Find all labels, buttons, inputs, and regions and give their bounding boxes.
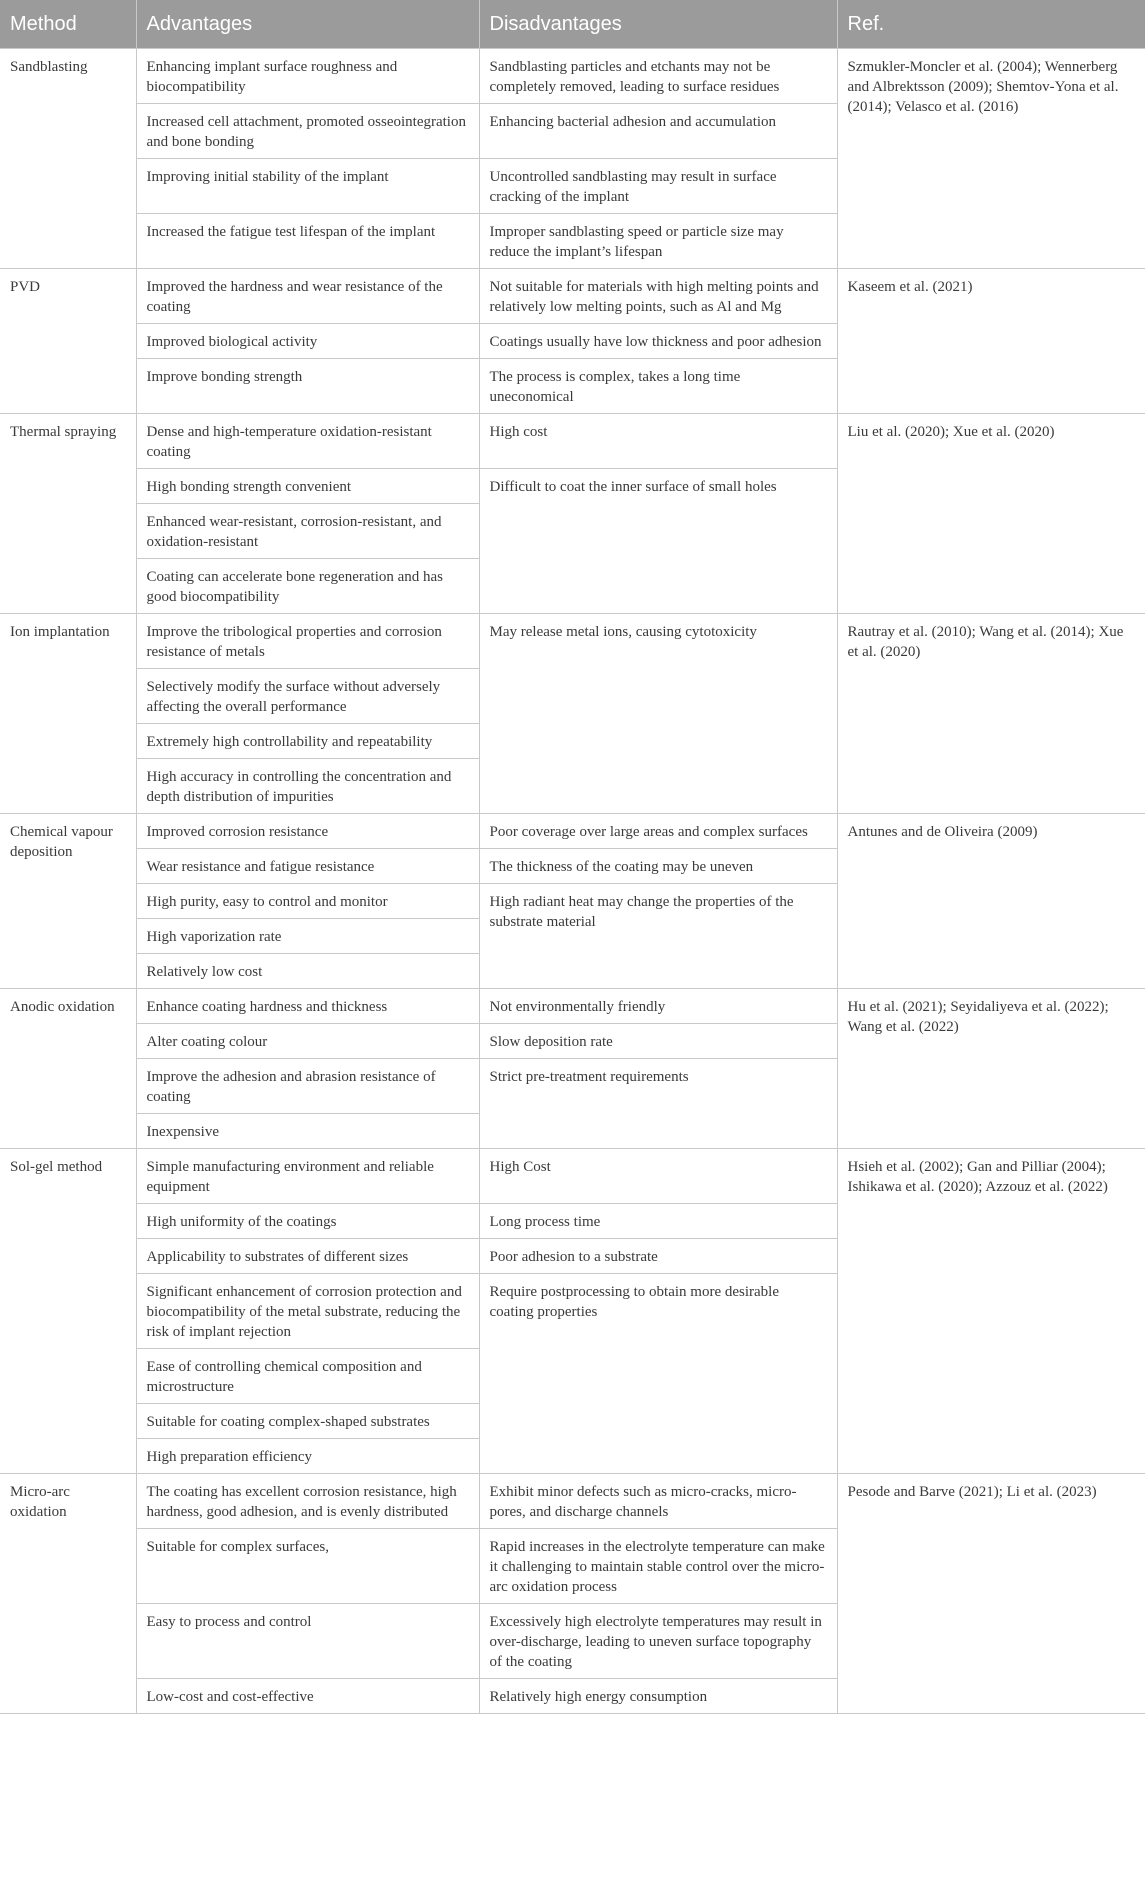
disadvantage-cell: Require postprocessing to obtain more desirable coating properties — [479, 1274, 837, 1474]
advantage-cell: Enhancing implant surface roughness and biocompatibility — [136, 49, 479, 104]
advantage-cell: Enhance coating hardness and thickness — [136, 989, 479, 1024]
table-row — [0, 614, 1145, 669]
table-row — [0, 814, 1145, 849]
disadvantage-cell: Long process time — [479, 1204, 837, 1239]
table-row — [0, 1474, 1145, 1529]
advantage-cell: The coating has excellent corrosion resistance, high hardness, good adhesion, and is evenly distributed — [136, 1474, 479, 1529]
table-header — [0, 0, 1145, 49]
advantage-cell: Improved corrosion resistance — [136, 814, 479, 849]
method-cell: Thermal spraying — [0, 414, 136, 614]
ref-cell: Szmukler-Moncler et al. (2004); Wennerberg and Albrektsson (2009); Shemtov-Yona et al. (2014); Velasco et al. (2016) — [837, 49, 1145, 269]
method-cell: Chemical vapour deposition — [0, 814, 136, 989]
advantage-cell: Easy to process and control — [136, 1604, 479, 1679]
advantage-cell: Improved biological activity — [136, 324, 479, 359]
disadvantage-cell: Coatings usually have low thickness and poor adhesion — [479, 324, 837, 359]
table-row — [0, 414, 1145, 469]
disadvantage-cell: Enhancing bacterial adhesion and accumulation — [479, 104, 837, 159]
advantage-cell: High preparation efficiency — [136, 1439, 479, 1474]
disadvantage-cell: High cost — [479, 414, 837, 469]
header-ref: Ref. — [837, 0, 1145, 49]
advantage-cell: Ease of controlling chemical composition and microstructure — [136, 1349, 479, 1404]
table-row — [0, 269, 1145, 324]
disadvantage-cell: High Cost — [479, 1149, 837, 1204]
header-method: Method — [0, 0, 136, 49]
advantage-cell: Suitable for complex surfaces, — [136, 1529, 479, 1604]
disadvantage-cell: Rapid increases in the electrolyte temperature can make it challenging to maintain stable control over the micro-arc oxidation process — [479, 1529, 837, 1604]
ref-cell: Hsieh et al. (2002); Gan and Pilliar (2004); Ishikawa et al. (2020); Azzouz et al. (2022) — [837, 1149, 1145, 1474]
advantage-cell: High purity, easy to control and monitor — [136, 884, 479, 919]
advantage-cell: High accuracy in controlling the concentration and depth distribution of impurities — [136, 759, 479, 814]
advantage-cell: High vaporization rate — [136, 919, 479, 954]
advantage-cell: Suitable for coating complex-shaped substrates — [136, 1404, 479, 1439]
ref-cell: Hu et al. (2021); Seyidaliyeva et al. (2022); Wang et al. (2022) — [837, 989, 1145, 1149]
header-row — [0, 0, 1145, 49]
disadvantage-cell: Improper sandblasting speed or particle size may reduce the implant’s lifespan — [479, 214, 837, 269]
disadvantage-cell: Sandblasting particles and etchants may not be completely removed, leading to surface residues — [479, 49, 837, 104]
ref-cell: Antunes and de Oliveira (2009) — [837, 814, 1145, 989]
advantage-cell: Enhanced wear-resistant, corrosion-resistant, and oxidation-resistant — [136, 504, 479, 559]
disadvantage-cell: High radiant heat may change the properties of the substrate material — [479, 884, 837, 989]
disadvantage-cell: Relatively high energy consumption — [479, 1679, 837, 1714]
disadvantage-cell: Slow deposition rate — [479, 1024, 837, 1059]
advantage-cell: Improve the adhesion and abrasion resistance of coating — [136, 1059, 479, 1114]
advantage-cell: Applicability to substrates of different sizes — [136, 1239, 479, 1274]
table-row — [0, 49, 1145, 104]
advantage-cell: High uniformity of the coatings — [136, 1204, 479, 1239]
advantage-cell: Improve bonding strength — [136, 359, 479, 414]
disadvantage-cell: Not environmentally friendly — [479, 989, 837, 1024]
header-advantages: Advantages — [136, 0, 479, 49]
ref-cell: Kaseem et al. (2021) — [837, 269, 1145, 414]
advantage-cell: Inexpensive — [136, 1114, 479, 1149]
method-cell: Ion implantation — [0, 614, 136, 814]
disadvantage-cell: The process is complex, takes a long time uneconomical — [479, 359, 837, 414]
method-cell: Micro-arc oxidation — [0, 1474, 136, 1714]
advantage-cell: Improved the hardness and wear resistance of the coating — [136, 269, 479, 324]
advantage-cell: Alter coating colour — [136, 1024, 479, 1059]
ref-cell: Rautray et al. (2010); Wang et al. (2014); Xue et al. (2020) — [837, 614, 1145, 814]
table-row — [0, 1149, 1145, 1204]
advantage-cell: Improving initial stability of the implant — [136, 159, 479, 214]
disadvantage-cell: May release metal ions, causing cytotoxicity — [479, 614, 837, 814]
advantage-cell: Simple manufacturing environment and reliable equipment — [136, 1149, 479, 1204]
disadvantage-cell: Uncontrolled sandblasting may result in surface cracking of the implant — [479, 159, 837, 214]
disadvantage-cell: Poor coverage over large areas and complex surfaces — [479, 814, 837, 849]
advantage-cell: Significant enhancement of corrosion protection and biocompatibility of the metal substrate, reducing the risk of implant rejection — [136, 1274, 479, 1349]
advantage-cell: Wear resistance and fatigue resistance — [136, 849, 479, 884]
advantage-cell: Coating can accelerate bone regeneration and has good biocompatibility — [136, 559, 479, 614]
advantage-cell: High bonding strength convenient — [136, 469, 479, 504]
advantage-cell: Improve the tribological properties and corrosion resistance of metals — [136, 614, 479, 669]
header-disadvantages: Disadvantages — [479, 0, 837, 49]
advantage-cell: Low-cost and cost-effective — [136, 1679, 479, 1714]
disadvantage-cell: Exhibit minor defects such as micro-cracks, micro-pores, and discharge channels — [479, 1474, 837, 1529]
disadvantage-cell: The thickness of the coating may be uneven — [479, 849, 837, 884]
disadvantage-cell: Excessively high electrolyte temperatures may result in over-discharge, leading to uneven surface topography of the coating — [479, 1604, 837, 1679]
method-cell: Sol-gel method — [0, 1149, 136, 1474]
disadvantage-cell: Not suitable for materials with high melting points and relatively low melting points, such as Al and Mg — [479, 269, 837, 324]
advantage-cell: Extremely high controllability and repeatability — [136, 724, 479, 759]
ref-cell: Liu et al. (2020); Xue et al. (2020) — [837, 414, 1145, 614]
disadvantage-cell: Strict pre-treatment requirements — [479, 1059, 837, 1149]
advantage-cell: Increased the fatigue test lifespan of the implant — [136, 214, 479, 269]
advantage-cell: Relatively low cost — [136, 954, 479, 989]
table-row — [0, 989, 1145, 1024]
advantage-cell: Selectively modify the surface without adversely affecting the overall performance — [136, 669, 479, 724]
advantage-cell: Increased cell attachment, promoted osseointegration and bone bonding — [136, 104, 479, 159]
method-cell: PVD — [0, 269, 136, 414]
method-cell: Anodic oxidation — [0, 989, 136, 1149]
disadvantage-cell: Difficult to coat the inner surface of small holes — [479, 469, 837, 614]
method-cell: Sandblasting — [0, 49, 136, 269]
disadvantage-cell: Poor adhesion to a substrate — [479, 1239, 837, 1274]
ref-cell: Pesode and Barve (2021); Li et al. (2023) — [837, 1474, 1145, 1714]
table-body — [0, 49, 1145, 1714]
advantage-cell: Dense and high-temperature oxidation-resistant coating — [136, 414, 479, 469]
